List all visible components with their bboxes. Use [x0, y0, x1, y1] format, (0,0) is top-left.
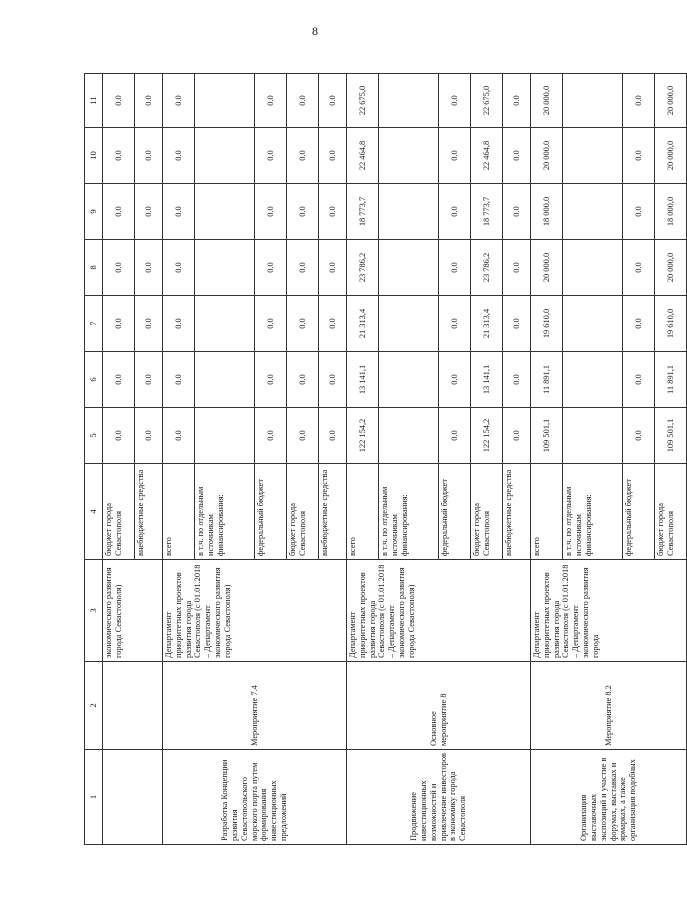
- funding-source-cell: бюджет города Севастополя: [103, 464, 135, 560]
- amount-cell: 0.0: [503, 74, 531, 128]
- amount-cell: [563, 184, 623, 240]
- amount-cell: 20 000,0: [655, 74, 687, 128]
- amount-cell: [563, 296, 623, 352]
- amount-cell: 0.0: [503, 184, 531, 240]
- amount-cell: 18 773,7: [471, 184, 503, 240]
- amount-cell: 0.0: [623, 184, 655, 240]
- activity-name-cell: Организация выставочных экспозиций и участие в форумах, выставках и ярмарках, а также организация подобных: [531, 750, 687, 845]
- amount-cell: 13 141,1: [471, 352, 503, 408]
- amount-cell: [379, 296, 439, 352]
- budget-table-frame: [84, 74, 675, 845]
- amount-cell: 109 501,1: [655, 408, 687, 464]
- header-cell: 5: [85, 408, 103, 464]
- amount-cell: [563, 128, 623, 184]
- amount-cell: 20 000,0: [531, 128, 563, 184]
- amount-cell: 0.0: [135, 296, 163, 352]
- amount-cell: 0.0: [623, 296, 655, 352]
- amount-cell: 0.0: [287, 240, 319, 296]
- funding-source-cell: бюджет города Севастополя: [287, 464, 319, 560]
- amount-cell: 0.0: [103, 296, 135, 352]
- table-row: [103, 74, 135, 845]
- amount-cell: 11 891,1: [531, 352, 563, 408]
- measure-number-cell: [103, 662, 163, 750]
- funding-source-cell: всего: [347, 464, 379, 560]
- amount-cell: 0.0: [287, 352, 319, 408]
- amount-cell: 19 610,0: [531, 296, 563, 352]
- amount-cell: 0.0: [623, 408, 655, 464]
- amount-cell: [195, 240, 255, 296]
- amount-cell: 20 000,0: [531, 74, 563, 128]
- amount-cell: [563, 240, 623, 296]
- amount-cell: 18 773,7: [347, 184, 379, 240]
- amount-cell: 0.0: [163, 184, 195, 240]
- amount-cell: 19 610,0: [655, 296, 687, 352]
- amount-cell: [195, 74, 255, 128]
- header-cell: 10: [85, 128, 103, 184]
- budget-table: [84, 73, 687, 845]
- table-row: [531, 74, 563, 845]
- amount-cell: 0.0: [103, 352, 135, 408]
- amount-cell: 0.0: [503, 352, 531, 408]
- amount-cell: 0.0: [287, 408, 319, 464]
- funding-source-cell: внебюджетные средства: [135, 464, 163, 560]
- amount-cell: 0.0: [135, 408, 163, 464]
- amount-cell: 0.0: [503, 408, 531, 464]
- amount-cell: [379, 184, 439, 240]
- amount-cell: 0.0: [135, 240, 163, 296]
- amount-cell: 0.0: [103, 128, 135, 184]
- amount-cell: 20 000,0: [655, 128, 687, 184]
- amount-cell: 22 675,0: [471, 74, 503, 128]
- amount-cell: [195, 408, 255, 464]
- amount-cell: [563, 408, 623, 464]
- amount-cell: 0.0: [103, 408, 135, 464]
- amount-cell: 22 675,0: [347, 74, 379, 128]
- funding-source-cell: бюджет города Севастополя: [655, 464, 687, 560]
- amount-cell: [563, 352, 623, 408]
- amount-cell: 21 313,4: [471, 296, 503, 352]
- amount-cell: 0.0: [255, 296, 287, 352]
- amount-cell: 109 501,1: [531, 408, 563, 464]
- amount-cell: 0.0: [623, 240, 655, 296]
- funding-source-cell: всего: [531, 464, 563, 560]
- amount-cell: 0.0: [287, 296, 319, 352]
- amount-cell: 0.0: [135, 184, 163, 240]
- amount-cell: 0.0: [255, 352, 287, 408]
- amount-cell: 0.0: [163, 128, 195, 184]
- amount-cell: 0.0: [439, 352, 471, 408]
- amount-cell: 11 891,1: [655, 352, 687, 408]
- header-cell: 4: [85, 464, 103, 560]
- amount-cell: [379, 408, 439, 464]
- executor-cell: экономического развития города Севастополя): [103, 560, 163, 662]
- amount-cell: 0.0: [623, 128, 655, 184]
- table-body: [85, 74, 687, 845]
- amount-cell: 0.0: [319, 184, 347, 240]
- amount-cell: 0.0: [503, 296, 531, 352]
- amount-cell: 0.0: [623, 74, 655, 128]
- executor-cell: Департамент приоритетных проектов развития города Севастополя (с 01.01.2018 – Департамент экономического развития города Севастополя): [163, 560, 347, 662]
- amount-cell: 23 786,2: [347, 240, 379, 296]
- amount-cell: 20 000,0: [655, 240, 687, 296]
- amount-cell: 0.0: [163, 240, 195, 296]
- amount-cell: 0.0: [163, 352, 195, 408]
- amount-cell: 0.0: [319, 74, 347, 128]
- amount-cell: 122 154,2: [347, 408, 379, 464]
- amount-cell: 18 000,0: [531, 184, 563, 240]
- activity-name-cell: Разработка Концепции развития Севастопольского морского порта путем формирования инвестиционных предложений: [163, 750, 347, 845]
- header-cell: 2: [85, 662, 103, 750]
- amount-cell: [195, 128, 255, 184]
- header-row: [85, 74, 103, 845]
- amount-cell: 0.0: [287, 74, 319, 128]
- amount-cell: 0.0: [103, 74, 135, 128]
- funding-source-cell: внебюджетные средства: [319, 464, 347, 560]
- funding-source-cell: в т.ч. по отдельным источникам финансирования:: [379, 464, 439, 560]
- amount-cell: 22 464,8: [471, 128, 503, 184]
- amount-cell: 0.0: [163, 408, 195, 464]
- amount-cell: 0.0: [163, 74, 195, 128]
- amount-cell: [563, 74, 623, 128]
- amount-cell: 0.0: [439, 240, 471, 296]
- measure-number-cell: Основное мероприятие 8: [347, 662, 531, 750]
- amount-cell: 0.0: [287, 128, 319, 184]
- amount-cell: 0.0: [439, 296, 471, 352]
- amount-cell: 22 464,8: [347, 128, 379, 184]
- funding-source-cell: федеральный бюджет: [623, 464, 655, 560]
- rotated-table-container: [84, 74, 675, 845]
- funding-source-cell: в т.ч. по отдельным источникам финансирования:: [195, 464, 255, 560]
- funding-source-cell: всего: [163, 464, 195, 560]
- amount-cell: 0.0: [135, 128, 163, 184]
- amount-cell: 0.0: [103, 184, 135, 240]
- activity-name-cell: [103, 750, 163, 845]
- amount-cell: 20 000,0: [531, 240, 563, 296]
- amount-cell: 18 000,0: [655, 184, 687, 240]
- amount-cell: 0.0: [439, 184, 471, 240]
- amount-cell: 0.0: [163, 296, 195, 352]
- amount-cell: 0.0: [255, 128, 287, 184]
- amount-cell: 21 313,4: [347, 296, 379, 352]
- funding-source-cell: в т.ч. по отдельным источникам финансирования:: [563, 464, 623, 560]
- amount-cell: 0.0: [319, 352, 347, 408]
- executor-cell: Департамент приоритетных проектов развития города Севастополя (с 01.01.2018 – Департамент экономического развития города Севастополя): [347, 560, 531, 662]
- amount-cell: 23 786,2: [471, 240, 503, 296]
- amount-cell: [379, 240, 439, 296]
- amount-cell: 0.0: [623, 352, 655, 408]
- amount-cell: [379, 74, 439, 128]
- amount-cell: 0.0: [503, 128, 531, 184]
- header-cell: 6: [85, 352, 103, 408]
- activity-name-cell: Продвижение инвестиционных возможностей и привлечение инвесторов в экономику города Севастополя: [347, 750, 531, 845]
- funding-source-cell: федеральный бюджет: [439, 464, 471, 560]
- amount-cell: 0.0: [503, 240, 531, 296]
- amount-cell: 0.0: [319, 240, 347, 296]
- amount-cell: 0.0: [135, 352, 163, 408]
- funding-source-cell: федеральный бюджет: [255, 464, 287, 560]
- amount-cell: 0.0: [255, 408, 287, 464]
- amount-cell: 0.0: [319, 408, 347, 464]
- amount-cell: 0.0: [255, 74, 287, 128]
- amount-cell: 0.0: [439, 408, 471, 464]
- amount-cell: 0.0: [255, 240, 287, 296]
- measure-number-cell: Мероприятие 7.4: [163, 662, 347, 750]
- header-cell: 11: [85, 74, 103, 128]
- funding-source-cell: бюджет города Севастополя: [471, 464, 503, 560]
- page-number: 8: [312, 24, 318, 38]
- table-row: [347, 74, 379, 845]
- amount-cell: [379, 352, 439, 408]
- executor-cell: Департамент приоритетных проектов развития города Севастополя (с 01.01.2018 – Департамент экономического развития города: [531, 560, 687, 662]
- amount-cell: [195, 352, 255, 408]
- header-cell: 8: [85, 240, 103, 296]
- amount-cell: [195, 184, 255, 240]
- header-cell: 3: [85, 560, 103, 662]
- amount-cell: 0.0: [319, 128, 347, 184]
- amount-cell: 0.0: [439, 128, 471, 184]
- amount-cell: [379, 128, 439, 184]
- amount-cell: 0.0: [103, 240, 135, 296]
- header-cell: 9: [85, 184, 103, 240]
- amount-cell: 0.0: [439, 74, 471, 128]
- header-cell: 1: [85, 750, 103, 845]
- amount-cell: [195, 296, 255, 352]
- amount-cell: 0.0: [135, 74, 163, 128]
- amount-cell: 0.0: [287, 184, 319, 240]
- amount-cell: 122 154,2: [471, 408, 503, 464]
- funding-source-cell: внебюджетные средства: [503, 464, 531, 560]
- header-cell: 7: [85, 296, 103, 352]
- measure-number-cell: Мероприятие 8.2: [531, 662, 687, 750]
- amount-cell: 0.0: [319, 296, 347, 352]
- amount-cell: 0.0: [255, 184, 287, 240]
- table-row: [163, 74, 195, 845]
- amount-cell: 13 141,1: [347, 352, 379, 408]
